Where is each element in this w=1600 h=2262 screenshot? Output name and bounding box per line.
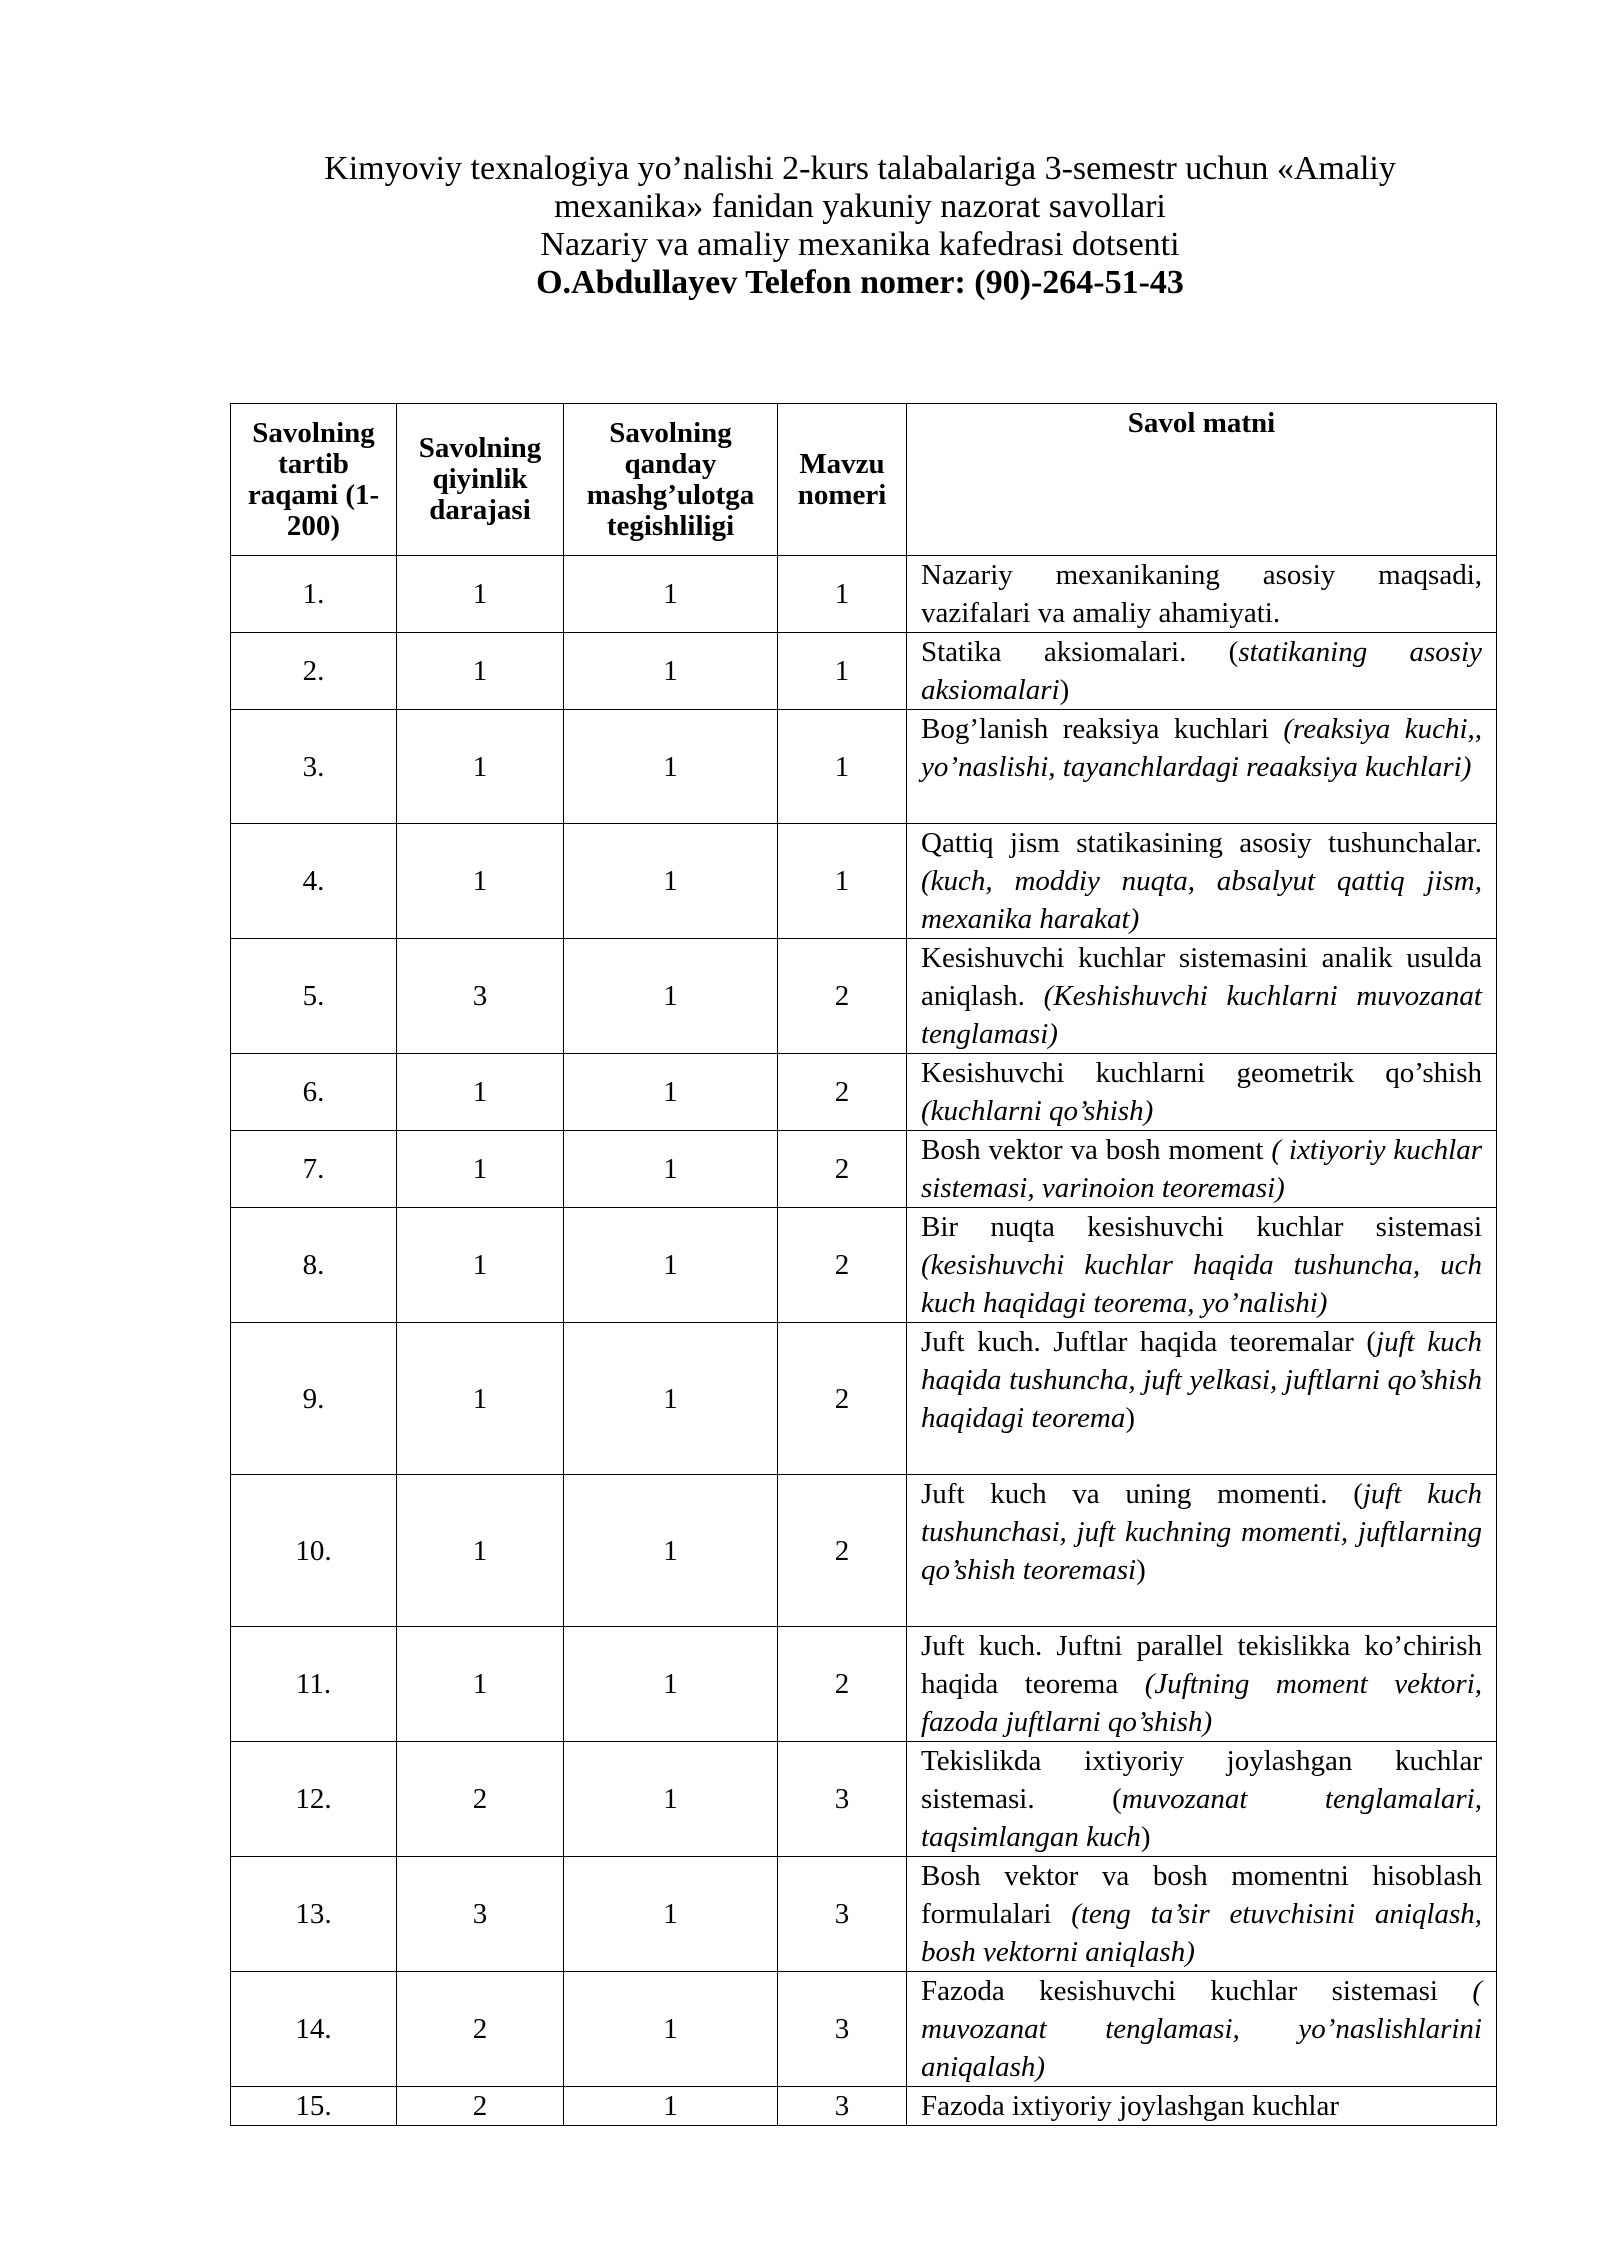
question-text-cell — [907, 1208, 1497, 1323]
question-text: Fazoda ixtiyoriy joylashgan kuchlar — [921, 2090, 1339, 2122]
table-body — [231, 556, 1497, 2126]
table-row — [231, 1475, 1497, 1627]
row-number-cell: 8. — [231, 1208, 397, 1323]
difficulty-level-cell: 3 — [397, 1857, 564, 1972]
difficulty-level-cell: 1 — [397, 1208, 564, 1323]
session-type-cell: 1 — [564, 939, 778, 1054]
question-text: Bir nuqta kesishuvchi kuchlar sistemasi — [921, 1211, 1482, 1243]
session-type-cell: 1 — [564, 556, 778, 633]
row-number-cell: 6. — [231, 1054, 397, 1131]
table-row — [231, 1131, 1497, 1208]
difficulty-level-cell: 1 — [397, 633, 564, 710]
question-closing-paren: ) — [1125, 1402, 1135, 1434]
topic-number-cell: 3 — [778, 2087, 907, 2126]
row-number-cell: 1. — [231, 556, 397, 633]
difficulty-level-cell: 2 — [397, 1972, 564, 2087]
question-text-cell — [907, 1742, 1497, 1857]
question-subtopics: (reaksiya kuchi,, yo’naslishi, tayanchlardagi reaaksiya kuchlari) — [921, 713, 1483, 783]
question-text: Tekislikda ixtiyoriy joylashgan kuchlar sistemasi. ( — [921, 1745, 1482, 1815]
row-number-cell: 10. — [231, 1475, 397, 1627]
table-row — [231, 939, 1497, 1054]
question-text: Kesishuvchi kuchlar sistemasini analik usulda aniqlash. — [921, 942, 1482, 1012]
session-type-cell: 1 — [564, 1627, 778, 1742]
question-text: Bosh vektor va bosh momentni hisoblash formulalari — [921, 1860, 1482, 1930]
question-subtopics: (kuchlarni qo’shish) — [921, 1095, 1154, 1127]
topic-number-cell: 2 — [778, 1131, 907, 1208]
question-text-cell — [907, 1323, 1497, 1475]
question-text-cell — [907, 633, 1497, 710]
question-closing-paren: ) — [1140, 1821, 1151, 1853]
question-subtopics: juft kuch haqida tushuncha, juft yelkasi, juftlarni qo’shish haqidagi teorema — [921, 1326, 1483, 1434]
session-type-cell: 1 — [564, 1131, 778, 1208]
difficulty-level-cell: 2 — [397, 2087, 564, 2126]
session-type-cell: 1 — [564, 1475, 778, 1627]
row-number-cell: 3. — [231, 710, 397, 824]
row-number-cell: 13. — [231, 1857, 397, 1972]
table-row — [231, 1054, 1497, 1131]
question-text: Juft kuch. Juftni parallel tekislikka ko’chirish haqida teorema — [921, 1630, 1482, 1700]
difficulty-level-cell: 1 — [397, 1131, 564, 1208]
question-text: Statika aksiomalari. ( — [921, 636, 1239, 668]
column-header-question-text: Savol matni — [907, 404, 1497, 556]
topic-number-cell: 2 — [778, 1208, 907, 1323]
question-subtopics: (kuch, moddiy nuqta, absalyut qattiq jism, mexanika harakat) — [921, 865, 1482, 935]
topic-number-cell: 1 — [778, 824, 907, 939]
session-type-cell: 1 — [564, 1208, 778, 1323]
question-text-cell — [907, 1972, 1497, 2087]
topic-number-cell: 1 — [778, 710, 907, 824]
question-text-cell — [907, 939, 1497, 1054]
column-header-number: Savolning tartib raqami (1-200) — [231, 404, 397, 556]
question-text: Juft kuch va uning momenti. ( — [921, 1478, 1363, 1510]
header-author-phone: O.Abdullayev Telefon nomer: (90)-264-51-43 — [536, 264, 1184, 301]
question-closing-paren: ) — [1059, 674, 1070, 706]
table-row — [231, 710, 1497, 824]
session-type-cell: 1 — [564, 1054, 778, 1131]
topic-number-cell: 3 — [778, 1972, 907, 2087]
question-text: Juft kuch. Juftlar haqida teoremalar ( — [921, 1326, 1377, 1358]
row-number-cell: 2. — [231, 633, 397, 710]
question-text-cell — [907, 2087, 1497, 2126]
difficulty-level-cell: 1 — [397, 556, 564, 633]
session-type-cell: 1 — [564, 1742, 778, 1857]
header-title-line-2: mexanika» fanidan yakuniy nazorat savollari — [554, 188, 1166, 225]
difficulty-level-cell: 1 — [397, 710, 564, 824]
question-text: Fazoda kesishuvchi kuchlar sistemasi — [921, 1975, 1473, 2007]
session-type-cell: 1 — [564, 710, 778, 824]
questions-table — [230, 403, 1497, 2126]
question-text-cell — [907, 1131, 1497, 1208]
session-type-cell: 1 — [564, 1857, 778, 1972]
topic-number-cell: 2 — [778, 1475, 907, 1627]
difficulty-level-cell: 1 — [397, 1627, 564, 1742]
question-subtopics: muvozanat tenglamalari, taqsimlangan kuch — [921, 1783, 1482, 1853]
session-type-cell: 1 — [564, 2087, 778, 2126]
row-number-cell: 15. — [231, 2087, 397, 2126]
difficulty-level-cell: 1 — [397, 824, 564, 939]
question-subtopics: (teng ta’sir etuvchisini aniqlash, bosh vektorni aniqlash) — [921, 1898, 1482, 1968]
session-type-cell: 1 — [564, 1972, 778, 2087]
session-type-cell: 1 — [564, 633, 778, 710]
table-row — [231, 1208, 1497, 1323]
column-header-topic-number: Mavzu nomeri — [778, 404, 907, 556]
question-text-cell — [907, 1857, 1497, 1972]
difficulty-level-cell: 2 — [397, 1742, 564, 1857]
table-row — [231, 633, 1497, 710]
question-subtopics: ( ixtiyoriy kuchlar sistemasi, varinoion teoremasi) — [921, 1134, 1483, 1204]
topic-number-cell: 1 — [778, 556, 907, 633]
table-row — [231, 824, 1497, 939]
question-closing-paren: ) — [1136, 1554, 1146, 1586]
question-subtopics: (kesishuvchi kuchlar haqida tushuncha, uch kuch haqidagi teorema, yo’nalishi) — [921, 1249, 1482, 1319]
topic-number-cell: 2 — [778, 1627, 907, 1742]
question-text-cell — [907, 1627, 1497, 1742]
question-subtopics: statikaning asosiy aksiomalari — [921, 636, 1482, 706]
question-text-cell — [907, 556, 1497, 633]
column-header-session-type: Savolning qanday mashg’ulotga tegishliligi — [564, 404, 778, 556]
row-number-cell: 12. — [231, 1742, 397, 1857]
table-row — [231, 2087, 1497, 2126]
difficulty-level-cell: 1 — [397, 1475, 564, 1627]
question-text: Bog’lanish reaksiya kuchlari — [921, 713, 1284, 745]
row-number-cell: 14. — [231, 1972, 397, 2087]
topic-number-cell: 1 — [778, 633, 907, 710]
difficulty-level-cell: 3 — [397, 939, 564, 1054]
table-row — [231, 1972, 1497, 2087]
row-number-cell: 5. — [231, 939, 397, 1054]
header-title-line-1: Kimyoviy texnalogiya yo’nalishi 2-kurs talabalariga 3-semestr uchun «Amaliy — [324, 150, 1396, 187]
header-department: Nazariy va amaliy mexanika kafedrasi dotsenti — [540, 226, 1180, 263]
session-type-cell: 1 — [564, 1323, 778, 1475]
topic-number-cell: 3 — [778, 1742, 907, 1857]
difficulty-level-cell: 1 — [397, 1054, 564, 1131]
row-number-cell: 11. — [231, 1627, 397, 1742]
table-row — [231, 1627, 1497, 1742]
question-subtopics: (Keshishuvchi kuchlarni muvozanat tenglamasi) — [921, 980, 1482, 1050]
topic-number-cell: 3 — [778, 1857, 907, 1972]
question-text: Nazariy mexanikaning asosiy maqsadi, vazifalari va amaliy ahamiyati. — [921, 559, 1482, 629]
table-row — [231, 1857, 1497, 1972]
row-number-cell: 4. — [231, 824, 397, 939]
question-text: Kesishuvchi kuchlarni geometrik qo’shish — [921, 1057, 1482, 1089]
table-row — [231, 1323, 1497, 1475]
question-text: Qattiq jism statikasining asosiy tushunchalar. — [921, 827, 1482, 859]
question-text-cell — [907, 1054, 1497, 1131]
topic-number-cell: 2 — [778, 939, 907, 1054]
topic-number-cell: 2 — [778, 1054, 907, 1131]
question-text-cell — [907, 824, 1497, 939]
topic-number-cell: 2 — [778, 1323, 907, 1475]
question-subtopics: ( muvozanat tenglamasi, yo’naslishlarini aniqalash) — [921, 1975, 1482, 2083]
table-row — [231, 556, 1497, 633]
question-subtopics: (Juftning moment vektori, fazoda juftlarni qo’shish) — [921, 1668, 1482, 1738]
question-subtopics: juft kuch tushunchasi, juft kuchning momenti, juftlarning qo’shish teoremasi — [921, 1478, 1483, 1586]
question-text-cell — [907, 710, 1497, 824]
session-type-cell: 1 — [564, 824, 778, 939]
row-number-cell: 9. — [231, 1323, 397, 1475]
question-text-cell — [907, 1475, 1497, 1627]
difficulty-level-cell: 1 — [397, 1323, 564, 1475]
table-header-row — [231, 404, 1497, 556]
question-text: Bosh vektor va bosh moment — [921, 1134, 1272, 1166]
table-row — [231, 1742, 1497, 1857]
column-header-difficulty: Savolning qiyinlik darajasi — [397, 404, 564, 556]
row-number-cell: 7. — [231, 1131, 397, 1208]
document-header — [230, 150, 1490, 302]
